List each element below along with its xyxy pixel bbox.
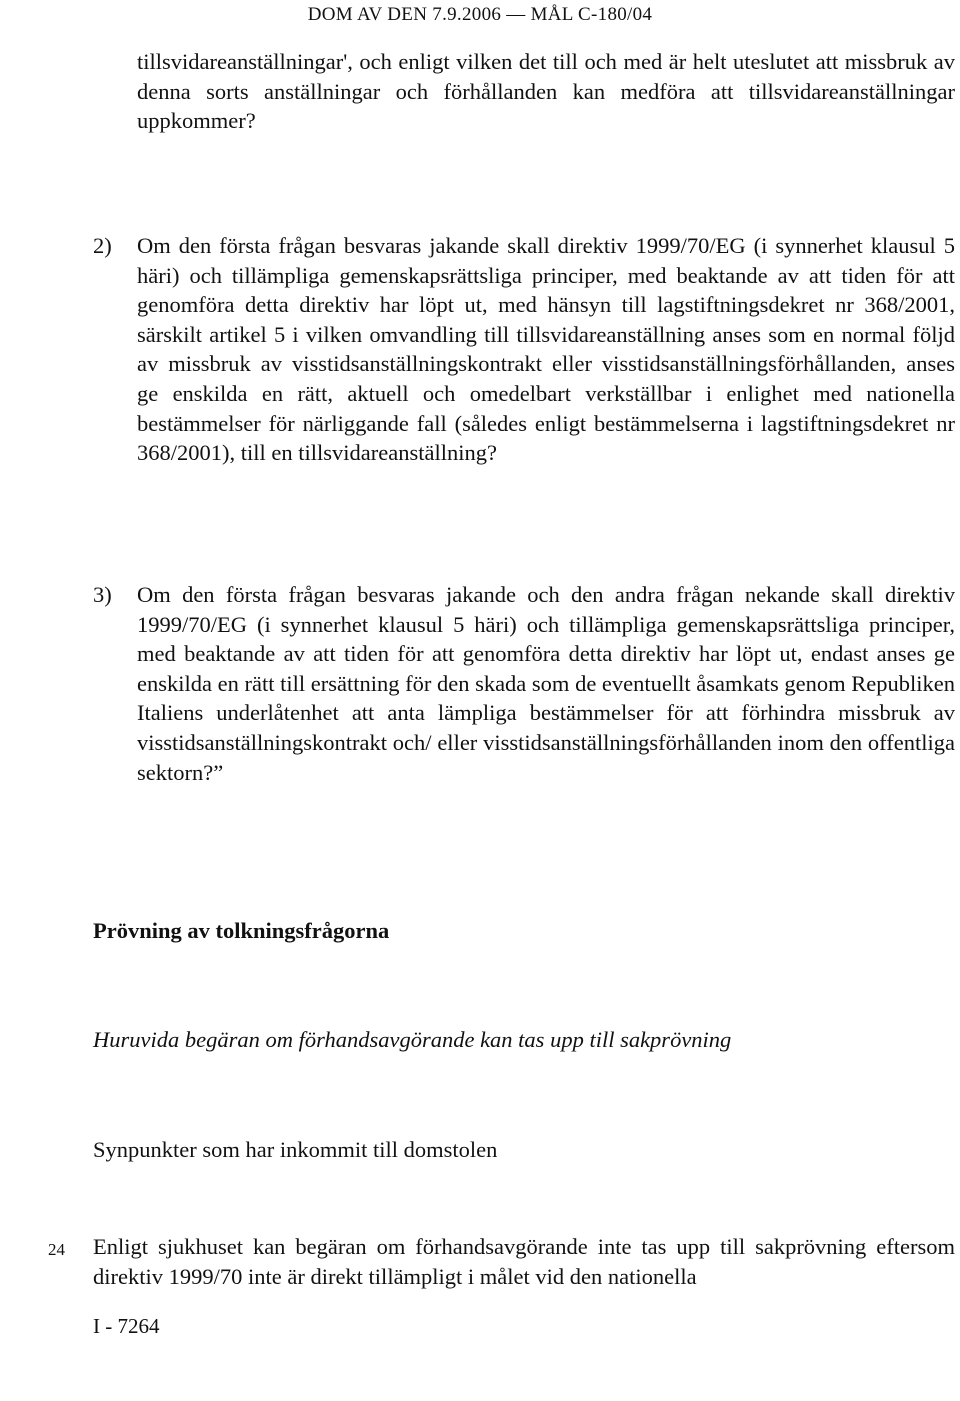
question-text: Om den första frågan besvaras jakande skall direktiv 1999/70/EG (i synnerhet klausul 5 häri) och tillämpliga gemenskapsrättsliga principer, med beaktande av att tiden för att genomföra detta direktiv har löpt ut, med hänsyn till lagstiftningsdekret nr 368/2001, särskilt artikel 5 i vilken omvandling till tillsvidareanställning anses som en normal följd av missbruk av visstidsanställningskontrakt eller visstidsanställningsförhållanden, anses ge enskilda en rätt, aktuell och omedelbart verkställbar i enlighet med nationella bestämmelser för närliggande fall (således enligt bestämmelserna i lagstiftningsdekret nr 368/2001), till en tillsvidareanställning? xyxy=(137,233,955,466)
page-number: I - 7264 xyxy=(93,1314,160,1338)
section-heading: Prövning av tolkningsfrågorna xyxy=(93,918,390,943)
subsection-heading: Huruvida begäran om förhandsavgörande kan tas upp till sakprövning xyxy=(93,1027,732,1052)
running-header: DOM AV DEN 7.9.2006 — MÅL C-180/04 xyxy=(307,4,653,25)
question-3 xyxy=(93,580,955,787)
subsubsection-heading: Synpunkter som har inkommit till domstolen xyxy=(93,1137,498,1162)
paragraph-number: 24 xyxy=(48,1240,65,1259)
question-2 xyxy=(93,231,955,468)
question-number: 2) xyxy=(93,233,112,258)
continuation-text: tillsvidareanställningar', och enligt vilken det till och med är helt uteslutet att missbruk av denna sorts anställningar och förhållanden kan medföra att tillsvidareanställningar uppkommer? xyxy=(137,49,955,134)
question-text: Om den första frågan besvaras jakande och den andra frågan nekande skall direktiv 1999/70/EG (i synnerhet klausul 5 häri) och tillämpliga gemenskapsrättsliga principer, med beaktande av att tiden för att genomföra detta direktiv har löpt ut, endast anses ge enskilda en rätt till ersättning för den skada som de eventuellt åsamkats genom Republiken Italiens underlåtenhet att anta lämpliga bestämmelser för att förhindra missbruk av visstidsanställningskontrakt och/ eller visstidsanställningsförhållanden inom den offentliga sektorn?” xyxy=(137,582,955,785)
paragraph-text: Enligt sjukhuset kan begäran om förhandsavgörande inte tas upp till sakprövning eftersom direktiv 1999/70 inte är direkt tillämpligt i målet vid den nationella xyxy=(93,1234,955,1289)
question-number: 3) xyxy=(93,582,112,607)
